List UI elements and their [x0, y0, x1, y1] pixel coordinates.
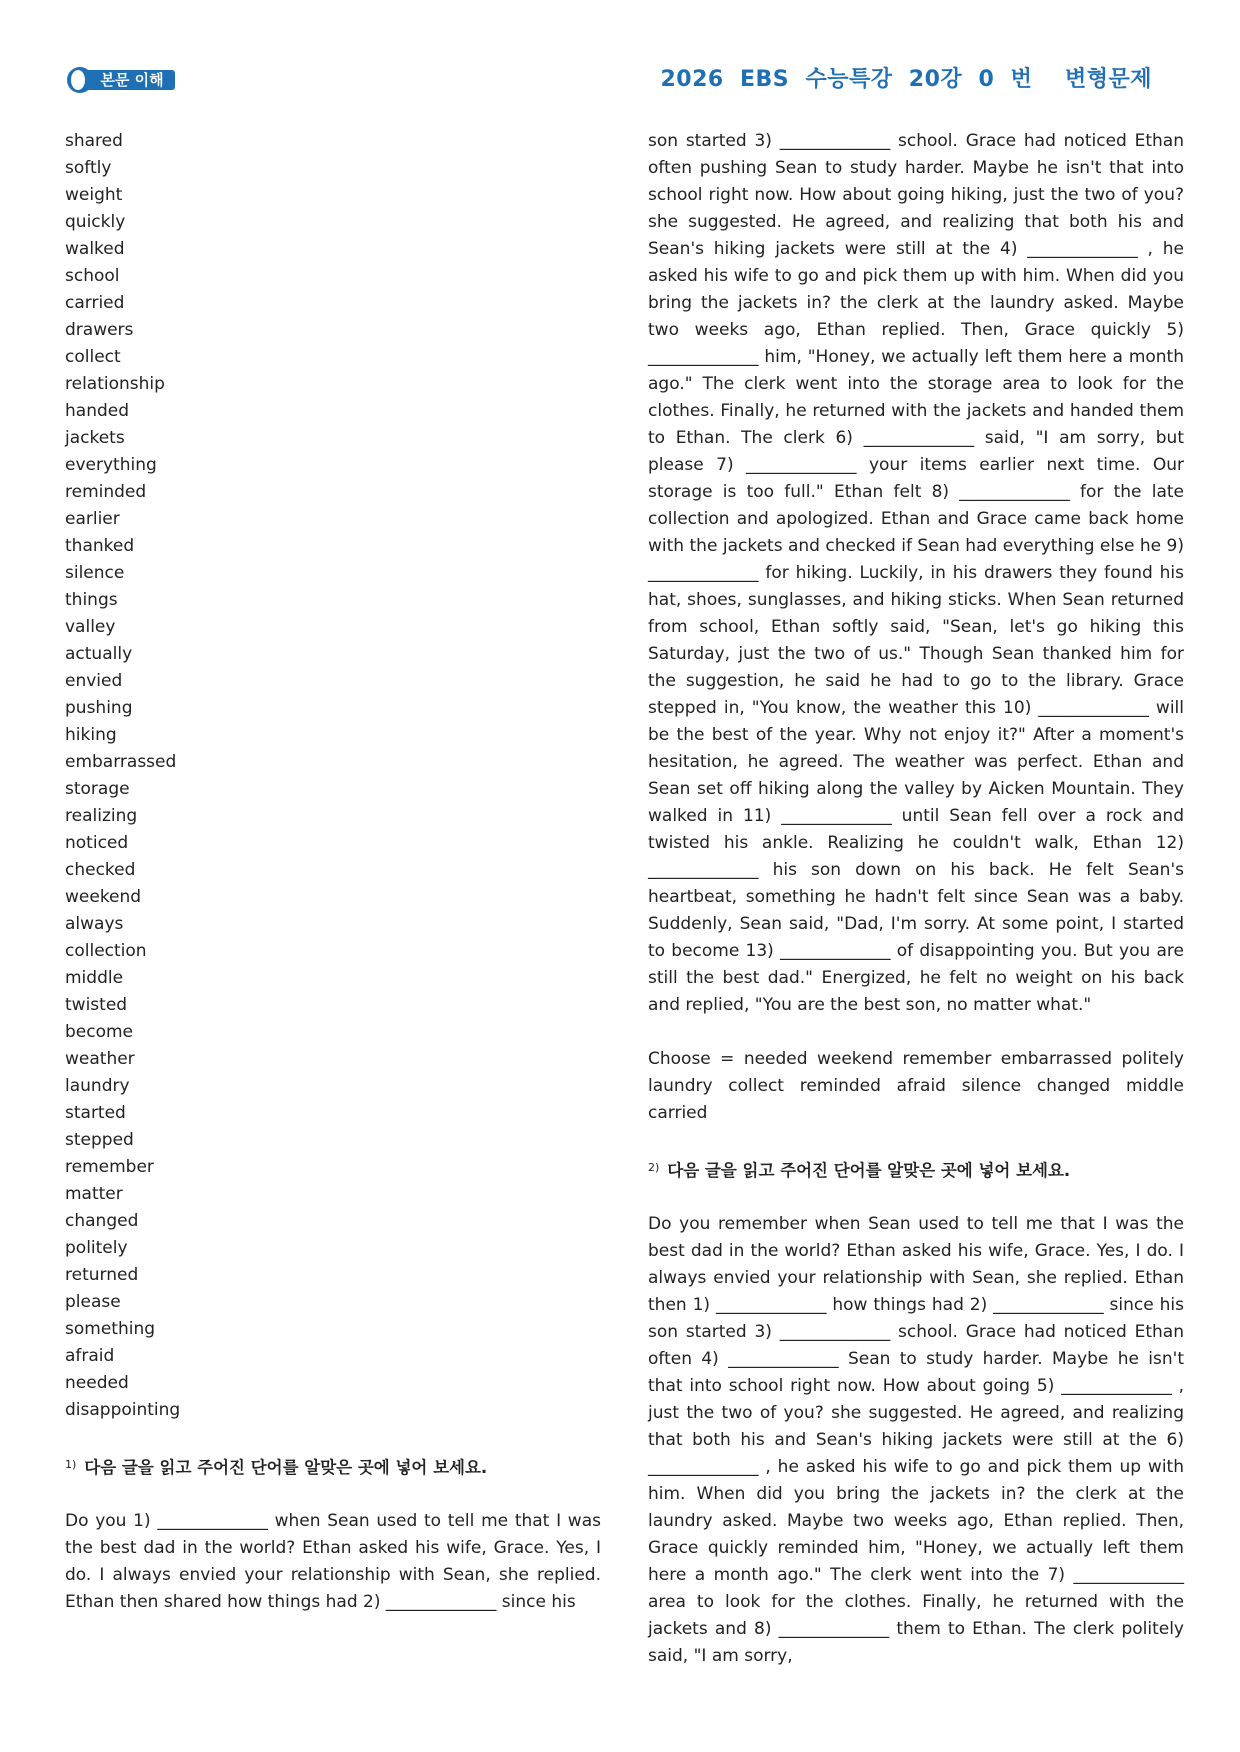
- page-title: 2026 EBS 수능특강 20강 0 번 변형문제: [660, 67, 1152, 92]
- word-list-item: become: [65, 1022, 134, 1042]
- badge-label: 본문 이해: [77, 70, 175, 90]
- word-list-item: shared: [65, 131, 123, 151]
- word-list-item: twisted: [65, 995, 128, 1015]
- word-list-item: things: [65, 590, 118, 610]
- word-list-item: collection: [65, 941, 147, 961]
- word-list-item: drawers: [65, 320, 134, 340]
- word-list-item: always: [65, 914, 124, 934]
- word-list-item: weather: [65, 1049, 135, 1069]
- word-list-item: quickly: [65, 212, 126, 232]
- word-list-item: started: [65, 1103, 126, 1123]
- word-list-item: actually: [65, 644, 133, 664]
- word-list-item: checked: [65, 860, 136, 880]
- word-list-item: storage: [65, 779, 130, 799]
- word-list: [65, 128, 601, 1424]
- word-list-item: everything: [65, 455, 157, 475]
- question-1-passage-part1: Do you 1) _____________ when Sean used to tell me that I was the best dad in the world? Ethan asked his wife, Grace. Yes, I do. I always envied your relationship with Sean, she replied. Ethan then shared how things had 2) _____________ since his: [65, 1511, 601, 1612]
- word-list-item: envied: [65, 671, 123, 691]
- question-2-passage: Do you remember when Sean used to tell me that I was the best dad in the world? Ethan asked his wife, Grace. Yes, I do. I always envied your relationship with Sean, she replied. Ethan then 1) _____________ how things had 2) _____________ since his son started 3) _____________ school. Grace had noticed Ethan often 4) _____________ Sean to study harder. Maybe he isn't that into school right now. How about going 5) _____________ , just the two of you? she suggested. He agreed, and realizing that both his and Sean's hiking jackets were still at the 6) _____________ , he asked his wife to go and pick them up with him. When did you bring the jackets in? the clerk at the laundry asked. Maybe two weeks ago, Ethan replied. Then, Grace quickly reminded him, "Honey, we actually left them here a month ago." The clerk went into the 7) _____________ area to look for the clothes. Finally, he returned with the jackets and 8) _____________ them to Ethan. The clerk politely said, "I am sorry,: [648, 1214, 1184, 1666]
- question-2-number: 2): [648, 1161, 660, 1174]
- question-1-number: 1): [65, 1458, 77, 1471]
- question-1-passage-part2: son started 3) _____________ school. Grace had noticed Ethan often pushing Sean to study harder. Maybe he isn't that into school right now. How about going hiking, just the two of you? she suggested. He agreed, and realizing that both his and Sean's hiking jackets were still at the 4) _____________ , he asked his wife to go and pick them up with him. When did you bring the jackets in? the clerk at the laundry asked. Maybe two weeks ago, Ethan replied. Then, Grace quickly 5) _____________ him, "Honey, we actually left them here a month ago." The clerk went into the storage area to look for the clothes. Finally, he returned with the jackets and handed them to Ethan. The clerk 6) _____________ said, "I am sorry, but please 7) _____________ your items earlier next time. Our storage is too full." Ethan felt 8) _____________ for the late collection and apologized. Ethan and Grace came back home with the jackets and checked if Sean had everything else he 9) _____________ for hiking. Luckily, in his drawers they found his hat, shoes, sunglasses, and hiking sticks. When Sean returned from school, Ethan softly said, "Sean, let's go hiking this Saturday, just the two of us." Though Sean thanked him for the suggestion, he said he had to go to the library. Grace stepped in, "You know, the weather this 10) _____________ will be the best of the year. Why not enjoy it?" After a moment's hesitation, he agreed. The weather was perfect. Ethan and Sean set off hiking along the valley by Aicken Mountain. They walked in 11) _____________ until Sean fell over a rock and twisted his ankle. Realizing he couldn't walk, Ethan 12) _____________ his son down on his back. He felt Sean's heartbeat, something he hadn't felt since Sean was a baby. Suddenly, Sean said, "Dad, I'm sorry. At some point, I started to become 13) _____________ of disappointing you. But you are still the best dad." Energized, he felt no weight on his back and replied, "You are the best son, no matter what.": [648, 131, 1184, 1015]
- word-list-item: something: [65, 1319, 156, 1339]
- word-list-item: thanked: [65, 536, 135, 556]
- word-list-item: embarrassed: [65, 752, 177, 772]
- word-list-item: handed: [65, 401, 130, 421]
- word-list-item: matter: [65, 1184, 123, 1204]
- word-list-item: noticed: [65, 833, 129, 853]
- badge-circle-icon: [67, 67, 93, 93]
- word-list-item: silence: [65, 563, 125, 583]
- word-list-item: carried: [65, 293, 125, 313]
- word-list-item: jackets: [65, 428, 125, 448]
- word-list-item: realizing: [65, 806, 138, 826]
- word-list-item: afraid: [65, 1346, 115, 1366]
- word-list-item: walked: [65, 239, 125, 259]
- word-list-item: school: [65, 266, 120, 286]
- section-badge: [67, 67, 175, 93]
- word-list-item: middle: [65, 968, 124, 988]
- word-list-item: collect: [65, 347, 121, 367]
- question-1-text: 다음 글을 읽고 주어진 단어를 알맞은 곳에 넣어 보세요.: [84, 1458, 488, 1477]
- word-list-item: weekend: [65, 887, 142, 907]
- word-list-item: earlier: [65, 509, 120, 529]
- question-1-instruction: [65, 1451, 601, 1481]
- word-list-item: weight: [65, 185, 123, 205]
- word-list-item: needed: [65, 1373, 129, 1393]
- right-column: [648, 128, 1184, 1670]
- word-list-item: changed: [65, 1211, 139, 1231]
- left-column: [65, 128, 601, 1616]
- word-list-item: valley: [65, 617, 116, 637]
- word-list-item: pushing: [65, 698, 133, 718]
- word-list-item: relationship: [65, 374, 165, 394]
- word-list-item: please: [65, 1292, 121, 1312]
- word-list-item: laundry: [65, 1076, 130, 1096]
- word-list-item: remember: [65, 1157, 154, 1177]
- word-list-item: returned: [65, 1265, 139, 1285]
- word-list-item: disappointing: [65, 1400, 181, 1420]
- word-list-item: hiking: [65, 725, 117, 745]
- question-2-text: 다음 글을 읽고 주어진 단어를 알맞은 곳에 넣어 보세요.: [667, 1161, 1071, 1180]
- word-list-item: reminded: [65, 482, 147, 502]
- word-list-item: politely: [65, 1238, 128, 1258]
- question-2-instruction: [648, 1154, 1184, 1184]
- word-list-item: stepped: [65, 1130, 134, 1150]
- word-list-item: softly: [65, 158, 112, 178]
- question-1-choose-list: Choose = needed weekend remember embarrassed politely laundry collect reminded afraid silence changed middle carried: [648, 1049, 1184, 1123]
